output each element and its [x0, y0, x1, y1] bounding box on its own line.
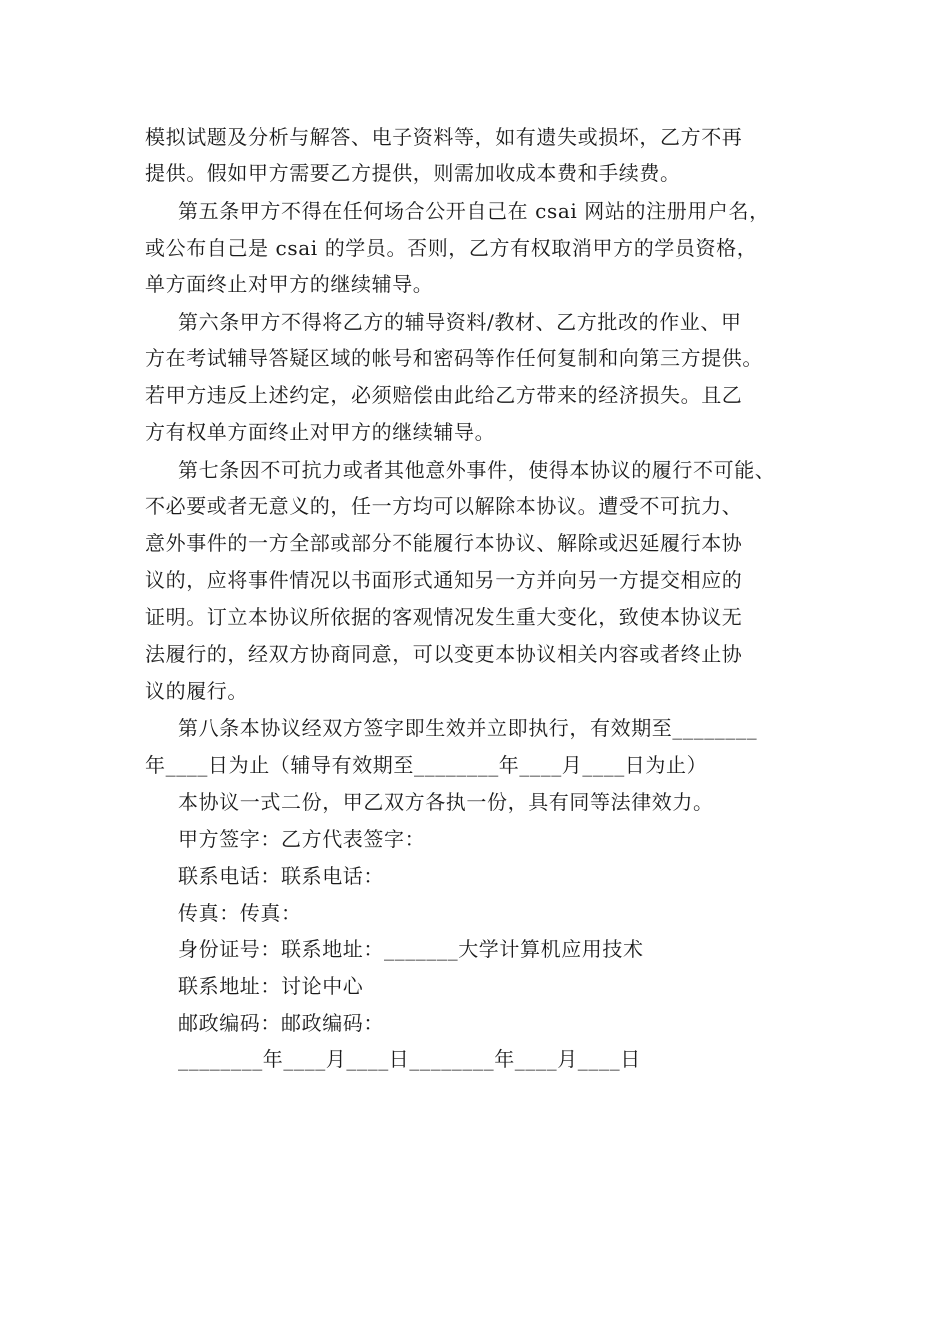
date-line: ________年____月____日________年____月____日 — [178, 1047, 641, 1071]
article-7-line: 第七条因不可抗力或者其他意外事件，使得本协议的履行不可能、 — [178, 458, 776, 482]
article-6-line: 第六条甲方不得将乙方的辅导资料/教材、乙方批改的作业、甲 — [178, 310, 742, 334]
text-line: 证明。订立本协议所依据的客观情况发生重大变化，致使本协议无 — [145, 605, 743, 629]
fax-line: 传真：传真： — [178, 901, 302, 925]
phone-line: 联系电话：联系电话： — [178, 864, 384, 888]
postcode-line: 邮政编码：邮政编码： — [178, 1011, 384, 1035]
copies-statement: 本协议一式二份，甲乙双方各执一份，具有同等法律效力。 — [178, 790, 714, 814]
address-line: 联系地址：讨论中心 — [178, 974, 364, 998]
text-line: 不必要或者无意义的，任一方均可以解除本协议。遭受不可抗力、 — [145, 494, 743, 518]
text-line: 提供。假如甲方需要乙方提供，则需加收成本费和手续费。 — [145, 161, 681, 185]
text-line: 议的，应将事件情况以书面形式通知另一方并向另一方提交相应的 — [145, 568, 743, 592]
text-line: 或公布自己是 csai 的学员。否则，乙方有权取消甲方的学员资格， — [145, 236, 758, 260]
text-line: 方在考试辅导答疑区域的帐号和密码等作任何复制和向第三方提供。 — [145, 346, 763, 370]
id-address-line: 身份证号：联系地址：_______大学计算机应用技术 — [178, 937, 644, 961]
text-line: 年____日为止（辅导有效期至________年____月____日为止） — [145, 753, 708, 777]
text-line: 单方面终止对甲方的继续辅导。 — [145, 272, 434, 296]
text-line: 方有权单方面终止对甲方的继续辅导。 — [145, 420, 496, 444]
text-line: 议的履行。 — [145, 679, 248, 703]
text-line: 法履行的，经双方协商同意，可以变更本协议相关内容或者终止协 — [145, 642, 743, 666]
text-line: 若甲方违反上述约定，必须赔偿由此给乙方带来的经济损失。且乙 — [145, 383, 743, 407]
signature-line: 甲方签字：乙方代表签字： — [178, 827, 426, 851]
text-line: 模拟试题及分析与解答、电子资料等，如有遗失或损坏，乙方不再 — [145, 125, 743, 149]
article-5-line: 第五条甲方不得在任何场合公开自己在 csai 网站的注册用户名， — [178, 199, 770, 223]
article-8-line: 第八条本协议经双方签字即生效并立即执行，有效期至________ — [178, 716, 758, 740]
text-line: 意外事件的一方全部或部分不能履行本协议、解除或迟延履行本协 — [145, 531, 743, 555]
